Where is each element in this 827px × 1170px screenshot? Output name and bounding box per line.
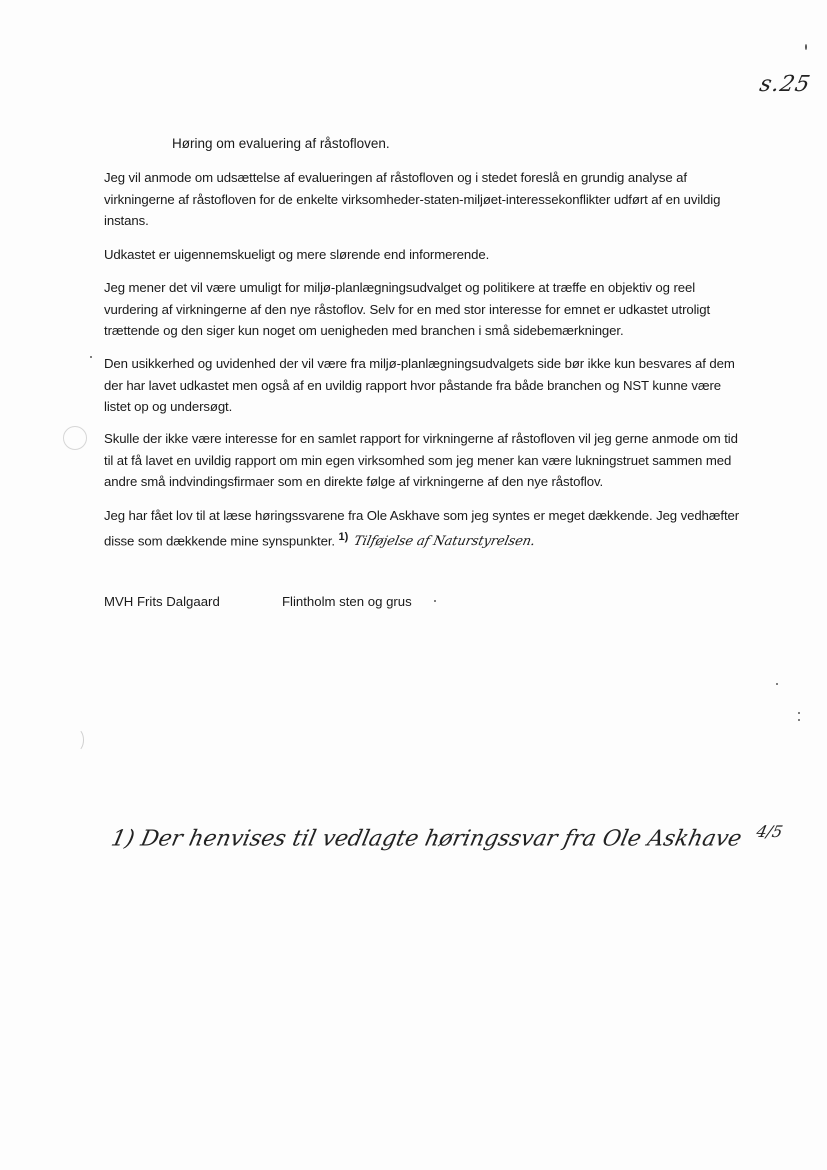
page-number: s.25 bbox=[757, 72, 813, 97]
scan-speck bbox=[776, 683, 778, 685]
paragraph-6 bbox=[104, 505, 744, 552]
handwritten-addition: Tilføjelse af Naturstyrelsen. bbox=[352, 533, 537, 549]
scan-speck bbox=[798, 712, 800, 714]
paragraph-5: Skulle der ikke være interesse for en samlet rapport for virkningerne af råstofloven vil jeg gerne anmode om tid til at få lavet en uvildig rapport om min egen virksomhed som jeg mener kan være lukningstruet sammen med andre små indvindingsfirmaer som en direkte følge af virkningerne af den nye råstoflov. bbox=[104, 431, 738, 489]
handwritten-footnote bbox=[109, 822, 785, 851]
punch-hole-mark bbox=[68, 728, 84, 752]
handwritten-footnote-date: 4/5 bbox=[754, 822, 785, 841]
paragraph-6-text: Jeg har fået lov til at læse høringssvarene fra Ole Askhave som jeg syntes er meget dækkende. Jeg vedhæfter disse som dækkende mine synspunkter. bbox=[104, 508, 740, 548]
scan-speck bbox=[805, 44, 807, 50]
handwritten-footnote-text: 1) Der henvises til vedlagte høringssvar fra Ole Askhave bbox=[108, 826, 744, 852]
letter-title: Høring om evaluering af råstofloven. bbox=[172, 136, 390, 151]
scan-speck bbox=[90, 356, 92, 358]
signature-name: MVH Frits Dalgaard bbox=[104, 594, 220, 609]
punch-hole-mark bbox=[63, 426, 87, 450]
scan-speck bbox=[798, 719, 800, 721]
paragraph-4: Den usikkerhed og uvidenhed der vil være fra miljø-planlægningsudvalgets side bør ikke kun besvares af dem der har lavet udkastet men også af en uvildig rapport hvor påstande fra både branchen og NST kunne være listet op og undersøgt. bbox=[104, 356, 735, 414]
signature-company: Flintholm sten og grus bbox=[282, 594, 412, 609]
scan-speck bbox=[434, 600, 436, 602]
paragraph-2: Udkastet er uigennemskueligt og mere slørende end informerende. bbox=[104, 247, 490, 262]
footnote-reference: 1) bbox=[338, 530, 349, 543]
paragraph-3: Jeg mener det vil være umuligt for miljø-planlægningsudvalget og politikere at træffe en objektiv og reel vurdering af virkningerne af den nye råstoflov. Selv for en med stor interesse for emnet er udkastet utroligt trættende og den siger kun noget om uenigheden med branchen i små sidebemærkninger. bbox=[104, 280, 711, 338]
paragraph-1: Jeg vil anmode om udsættelse af evalueringen af råstofloven og i stedet foreslå en grundig analyse af virkningerne af råstofloven for de enkelte virksomheder-staten-miljøet-interessekonflikter udført af en uvildig instans. bbox=[104, 170, 721, 228]
